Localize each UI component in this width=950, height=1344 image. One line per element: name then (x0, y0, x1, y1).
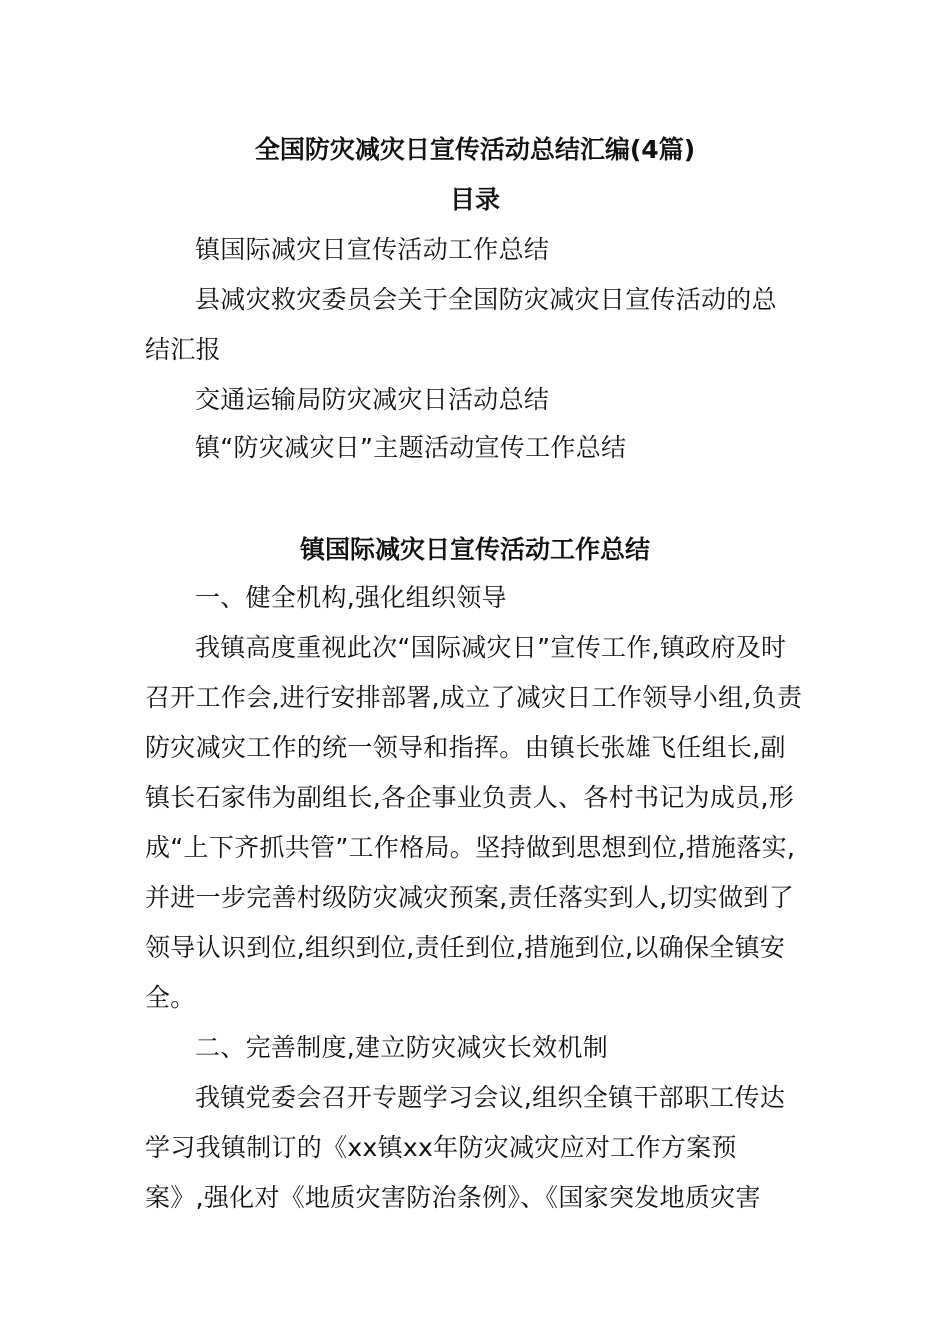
toc-item-continuation: 结汇报 (145, 335, 221, 364)
paragraph-line: 我镇高度重视此次“国际减灾日”宣传工作,镇政府及时 (195, 633, 787, 662)
toc-item: 县减灾救灾委员会关于全国防灾减灾日宣传活动的总 (195, 285, 777, 314)
toc-item: 镇国际减灾日宣传活动工作总结 (195, 235, 550, 264)
toc-heading: 目录 (449, 185, 500, 214)
paragraph-line: 全。 (145, 983, 196, 1012)
paragraph-line: 防灾减灾工作的统一领导和指挥。由镇长张雄飞任组长,副 (145, 733, 786, 762)
paragraph-line: 镇长石家伟为副组长,各企事业负责人、各村书记为成员,形 (145, 783, 794, 812)
paragraph-line: 领导认识到位,组织到位,责任到位,措施到位,以确保全镇安 (145, 933, 786, 962)
toc-item: 交通运输局防灾减灾日活动总结 (195, 385, 550, 414)
document-main-title: 全国防灾减灾日宣传活动总结汇编(4篇) (254, 135, 696, 164)
toc-item: 镇“防灾减灾日”主题活动宣传工作总结 (195, 433, 627, 462)
paragraph-line: 案》,强化对《地质灾害防治条例》、《国家突发地质灾害 (145, 1183, 761, 1212)
paragraph-line: 学习我镇制订的《xx镇xx年防灾减灾应对工作方案预 (145, 1133, 737, 1162)
paragraph-line: 成“上下齐抓共管”工作格局。坚持做到思想到位,措施落实, (145, 833, 796, 862)
paragraph-line: 召开工作会,进行安排部署,成立了减灾日工作领导小组,负责 (145, 683, 803, 712)
paragraph-line: 并进一步完善村级防灾减灾预案,责任落实到人,切实做到了 (145, 883, 794, 912)
subheading: 二、完善制度,建立防灾减灾长效机制 (195, 1033, 609, 1062)
section-title: 镇国际减灾日宣传活动工作总结 (299, 535, 650, 564)
subheading: 一、健全机构,强化组织领导 (195, 583, 507, 612)
paragraph-line: 我镇党委会召开专题学习会议,组织全镇干部职工传达 (195, 1083, 786, 1112)
